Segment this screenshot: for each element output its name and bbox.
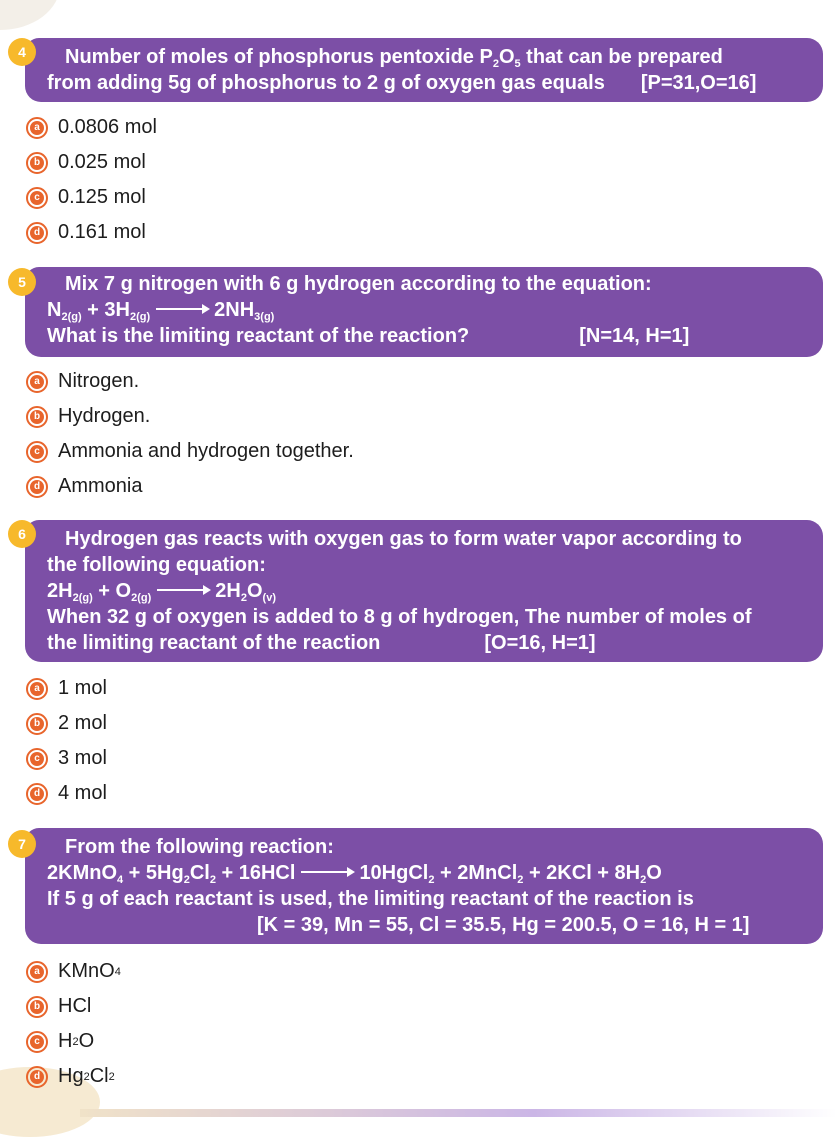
option-letter-icon: d [26, 476, 48, 498]
option-a[interactable]: a KMnO 4 [26, 954, 823, 989]
corner-decoration [0, 0, 60, 30]
equation: $2H_{2(g)} + O_{2(g)}$ $2H_2O_{(v)}$ [47, 580, 276, 604]
question-number-badge: 5 [8, 268, 36, 296]
question-line: If 5 g of each reactant is used, the limiting reactant of the reaction is [47, 888, 694, 910]
option-letter-icon: b [26, 996, 48, 1018]
option-letter-icon: c [26, 187, 48, 209]
option-letter-icon: d [26, 222, 48, 244]
reaction-arrow-icon [157, 589, 209, 591]
option-a[interactable]: a 0.0806 mol [26, 110, 823, 145]
option-letter-icon: a [26, 678, 48, 700]
option-c[interactable]: c H 2 O [26, 1024, 823, 1059]
option-letter-icon: c [26, 441, 48, 463]
question-line: the following equation: [47, 554, 266, 576]
question-number-badge: 7 [8, 830, 36, 858]
question-number-badge: 6 [8, 520, 36, 548]
option-letter-icon: c [26, 1031, 48, 1053]
option-letter-icon: a [26, 117, 48, 139]
equation: 2KMnO$_4$ + $5Hg_2Cl_2 + 16HCl$ 10HgCl$_2$ + 2MnCl$_2$ + $2KCl + 8H_2O$ [47, 862, 662, 886]
equation: $N_{2(g)} + 3H_{2(g)}$ $2NH_{3(g)}$ [47, 299, 275, 323]
question-number-badge: 4 [8, 38, 36, 66]
option-d[interactable]: d 0.161 mol [26, 215, 823, 250]
constants: [K = 39, Mn = 55, Cl = 35.5, Hg = 200.5, O = 16, H = 1] [257, 914, 750, 936]
question-line: Mix 7 g nitrogen with 6 g hydrogen according to the equation: [65, 273, 652, 295]
option-b[interactable]: b HCl [26, 989, 823, 1024]
constants: [O=16, H=1] [484, 632, 596, 654]
option-a[interactable]: a Nitrogen. [26, 364, 823, 399]
option-d[interactable]: d 4 mol [26, 776, 823, 811]
options-list [26, 954, 823, 1094]
bottom-decoration-bar [80, 1109, 837, 1117]
options-list [26, 364, 823, 504]
option-letter-icon: d [26, 1066, 48, 1088]
question-box [25, 828, 823, 944]
question-box [25, 520, 823, 662]
question-line: When 32 g of oxygen is added to 8 g of hydrogen, The number of moles of [47, 606, 752, 628]
question-line: What is the limiting reactant of the reaction? [N=14, H=1] [47, 325, 690, 347]
reaction-arrow-icon [301, 871, 353, 873]
question-line: from adding 5g of phosphorus to 2 g of oxygen gas equals [P=31,O=16] [47, 72, 757, 94]
option-letter-icon: b [26, 152, 48, 174]
question-box [25, 267, 823, 357]
question-line: From the following reaction: [65, 836, 334, 858]
options-list [26, 671, 823, 811]
question-line [47, 912, 809, 938]
option-letter-icon: b [26, 713, 48, 735]
question-line: Hydrogen gas reacts with oxygen gas to form water vapor according to [65, 528, 742, 550]
option-b[interactable]: b 0.025 mol [26, 145, 823, 180]
question-box [25, 38, 823, 102]
option-d[interactable]: d Hg 2 Cl 2 [26, 1059, 823, 1094]
constants: [P=31,O=16] [640, 72, 757, 94]
option-b[interactable]: b 2 mol [26, 706, 823, 741]
option-c[interactable]: c 0.125 mol [26, 180, 823, 215]
option-c[interactable]: c Ammonia and hydrogen together. [26, 434, 823, 469]
option-letter-icon: a [26, 961, 48, 983]
option-letter-icon: a [26, 371, 48, 393]
option-c[interactable]: c 3 mol [26, 741, 823, 776]
constants: [N=14, H=1] [579, 325, 690, 347]
option-b[interactable]: b Hydrogen. [26, 399, 823, 434]
question-line: the limiting reactant of the reaction [O=16, H=1] [47, 632, 596, 654]
option-d[interactable]: d Ammonia [26, 469, 823, 504]
option-letter-icon: b [26, 406, 48, 428]
options-list [26, 110, 823, 250]
reaction-arrow-icon [156, 308, 208, 310]
option-letter-icon: c [26, 748, 48, 770]
question-line: Number of moles of phosphorus pentoxide $P_2O_5$ that can be prepared [65, 46, 723, 70]
option-a[interactable]: a 1 mol [26, 671, 823, 706]
option-letter-icon: d [26, 783, 48, 805]
